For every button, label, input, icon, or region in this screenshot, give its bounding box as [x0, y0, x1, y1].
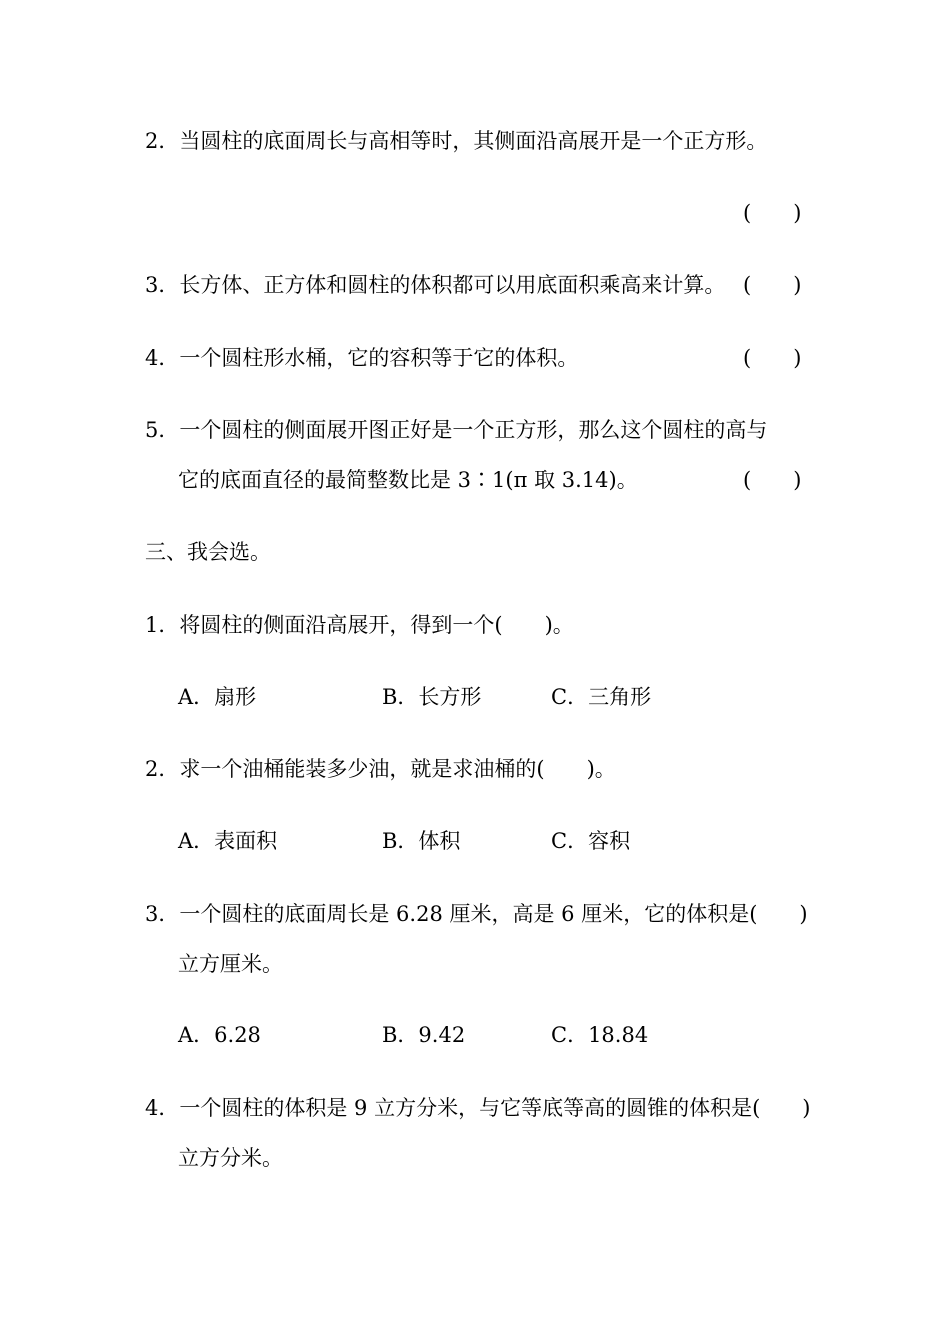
judge-question-3	[145, 271, 725, 299]
judge-question-2	[145, 127, 767, 155]
question-number: 4．	[145, 346, 180, 370]
question-number: 5．	[145, 418, 180, 442]
answer-blank[interactable]: ( )	[743, 273, 802, 297]
answer-blank[interactable]: ( )	[743, 201, 802, 225]
option-a[interactable]: A．6.28	[178, 1023, 261, 1047]
question-text: 当圆柱的底面周长与高相等时，其侧面沿高展开是一个正方形。	[179, 129, 768, 153]
question-number: 3．	[145, 902, 180, 926]
option-c[interactable]: C．容积	[551, 829, 631, 853]
answer-blank[interactable]: ( )	[743, 468, 802, 492]
option-c[interactable]: C．18.84	[551, 1023, 649, 1047]
option-b[interactable]: B．9.42	[382, 1023, 466, 1047]
question-text: 一个圆柱的底面周长是 6.28 厘米，高是 6 厘米，它的体积是( )	[179, 902, 808, 926]
question-text: 长方体、正方体和圆柱的体积都可以用底面积乘高来计算。	[179, 273, 726, 297]
choice-question-1	[145, 611, 574, 639]
answer-blank[interactable]: ( )	[743, 346, 802, 370]
question-text: 将圆柱的侧面沿高展开，得到一个( )。	[179, 613, 574, 637]
question-text: 一个圆柱的侧面展开图正好是一个正方形，那么这个圆柱的高与	[179, 418, 768, 442]
question-number: 4．	[145, 1096, 180, 1120]
section-heading: 三、我会选。	[145, 540, 271, 564]
option-a[interactable]: A．表面积	[178, 829, 278, 853]
choice-question-3	[145, 900, 808, 928]
question-text: 一个圆柱的体积是 9 立方分米，与它等底等高的圆锥的体积是( )	[179, 1096, 811, 1120]
question-number: 2．	[145, 757, 180, 781]
choice-question-4	[145, 1094, 810, 1122]
question-text: 求一个油桶能装多少油，就是求油桶的( )。	[179, 757, 616, 781]
question-text-line2: 立方分米。	[178, 1146, 283, 1170]
judge-question-4	[145, 344, 578, 372]
question-number: 1．	[145, 613, 180, 637]
judge-question-5	[145, 416, 767, 444]
question-text: 一个圆柱形水桶，它的容积等于它的体积。	[179, 346, 579, 370]
question-text-line2: 它的底面直径的最简整数比是 3∶1(π 取 3.14)。	[178, 468, 638, 492]
option-c[interactable]: C．三角形	[551, 685, 652, 709]
question-number: 3．	[145, 273, 180, 297]
option-b[interactable]: B．长方形	[382, 685, 482, 709]
question-text-line2: 立方厘米。	[178, 952, 283, 976]
question-number: 2．	[145, 129, 180, 153]
choice-question-2	[145, 755, 616, 783]
option-a[interactable]: A．扇形	[178, 685, 257, 709]
option-b[interactable]: B．体积	[382, 829, 461, 853]
